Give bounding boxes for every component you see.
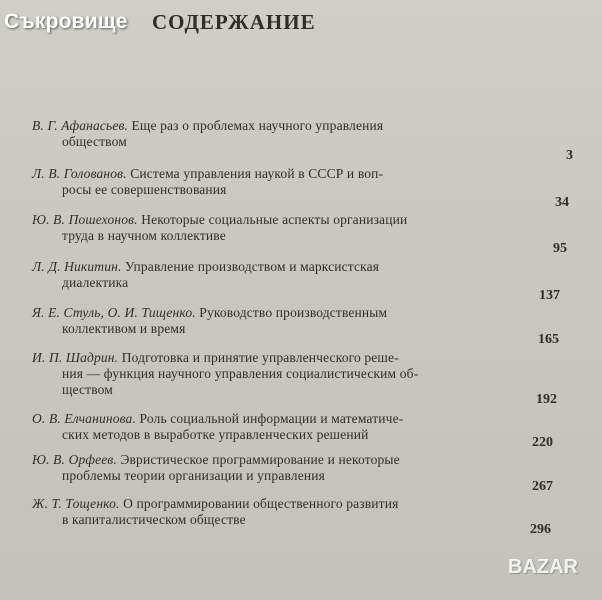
toc-entry (32, 411, 537, 443)
watermark-logo: Съкровище (4, 10, 128, 33)
entry-title: Подготовка и принятие управленческого реше- (121, 350, 399, 365)
entry-title: Роль социальной информации и математиче- (139, 411, 404, 426)
entry-title-cont: обществом (62, 134, 127, 149)
toc-entry (32, 118, 537, 150)
entry-title: Управление производством и марксистская (125, 259, 380, 274)
page-number: 192 (536, 392, 557, 407)
bazar-logo (508, 556, 578, 579)
page-number: 267 (532, 479, 553, 494)
entry-title: О программировании общественного развития (123, 496, 399, 511)
entry-title-cont: ния — функция научного управления социалистическим об- (62, 366, 419, 381)
page-number: 95 (553, 241, 567, 256)
page-number: 137 (539, 288, 560, 303)
entry-author: Ю. В. Пошехонов. (32, 212, 138, 227)
page-number: 220 (532, 435, 553, 450)
entry-author: В. Г. Афанасьев. (32, 118, 128, 133)
page-number: 165 (538, 332, 559, 347)
entry-title: Еще раз о проблемах научного управления (131, 118, 384, 133)
entry-author: Ю. В. Орфеев. (32, 452, 117, 467)
entry-title: Система управления наукой в СССР и воп- (130, 166, 384, 181)
entry-author: Л. Д. Никитин. (32, 259, 122, 274)
toc-entry (32, 166, 537, 198)
toc-entry (32, 350, 537, 398)
page-number: 34 (555, 195, 569, 210)
entry-author: Я. Е. Стуль, О. И. Тищенко. (32, 305, 196, 320)
entry-title-cont: коллективом и время (62, 321, 186, 336)
logo-text: BAZAR (508, 556, 578, 578)
entry-title-cont: труда в научном коллективе (62, 228, 226, 243)
toc-entry (32, 452, 537, 484)
entry-title-cont: диалектика (62, 275, 129, 290)
toc-entry (32, 496, 537, 528)
entry-title: Эвристическое программирование и некоторые (120, 452, 400, 467)
page-title: СОДЕРЖАНИЕ (152, 10, 316, 34)
entry-author: Л. В. Голованов. (32, 166, 127, 181)
entry-title-cont: ществом (62, 382, 113, 397)
page-number: 296 (530, 522, 551, 537)
toc-entry (32, 212, 537, 244)
entry-author: Ж. Т. Тощенко. (32, 496, 120, 511)
entry-title-cont: ских методов в выработке управленческих решений (62, 427, 369, 442)
page-number: 3 (566, 148, 573, 163)
entry-title-cont: в капиталистическом обществе (62, 512, 246, 527)
entry-title: Руководство производственным (199, 305, 388, 320)
toc-entry (32, 259, 537, 291)
entry-author: О. В. Елчанинова. (32, 411, 136, 426)
toc-entry (32, 305, 537, 337)
entry-title-cont: проблемы теории организации и управления (62, 468, 325, 483)
entry-title: Некоторые социальные аспекты организации (141, 212, 408, 227)
entry-author: И. П. Шадрин. (32, 350, 119, 365)
entry-title-cont: росы ее совершенствования (62, 182, 227, 197)
